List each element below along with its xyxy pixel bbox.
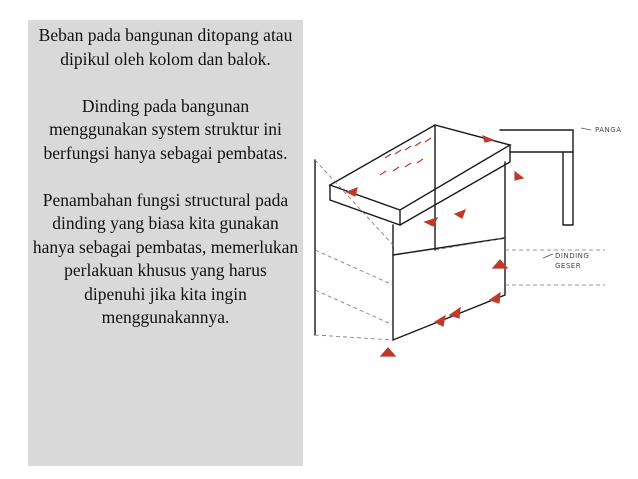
slab-side-edge — [400, 145, 510, 225]
wall-top — [393, 238, 505, 255]
paragraph-structural-wall: Penambahan fungsi structural pada dinding yang biasa kita gunakan hanya sebagai pembatas, memerlukan perlakuan khusus yang harus dipenuhi jika kita ingin menggunakannya. — [32, 189, 299, 327]
paragraph-load-support: Beban pada bangunan ditopang atau dipikul oleh kolom dan balok. — [38, 25, 293, 69]
wall-front — [393, 238, 505, 340]
label-panga: PANGA — [595, 126, 622, 134]
text-panel — [28, 20, 303, 466]
label-geser: GESER — [555, 262, 582, 270]
column-right — [563, 152, 573, 225]
slab-front-edge — [330, 185, 400, 225]
paragraph-wall-function: Dinding pada bangunan menggunakan system struktur ini berfungsi hanya sebagai pembatas. — [43, 95, 288, 163]
structural-sketch — [305, 100, 625, 370]
label-dinding: DINDING — [555, 252, 590, 260]
beam-bar — [500, 130, 573, 152]
annotation-marks — [543, 128, 591, 258]
